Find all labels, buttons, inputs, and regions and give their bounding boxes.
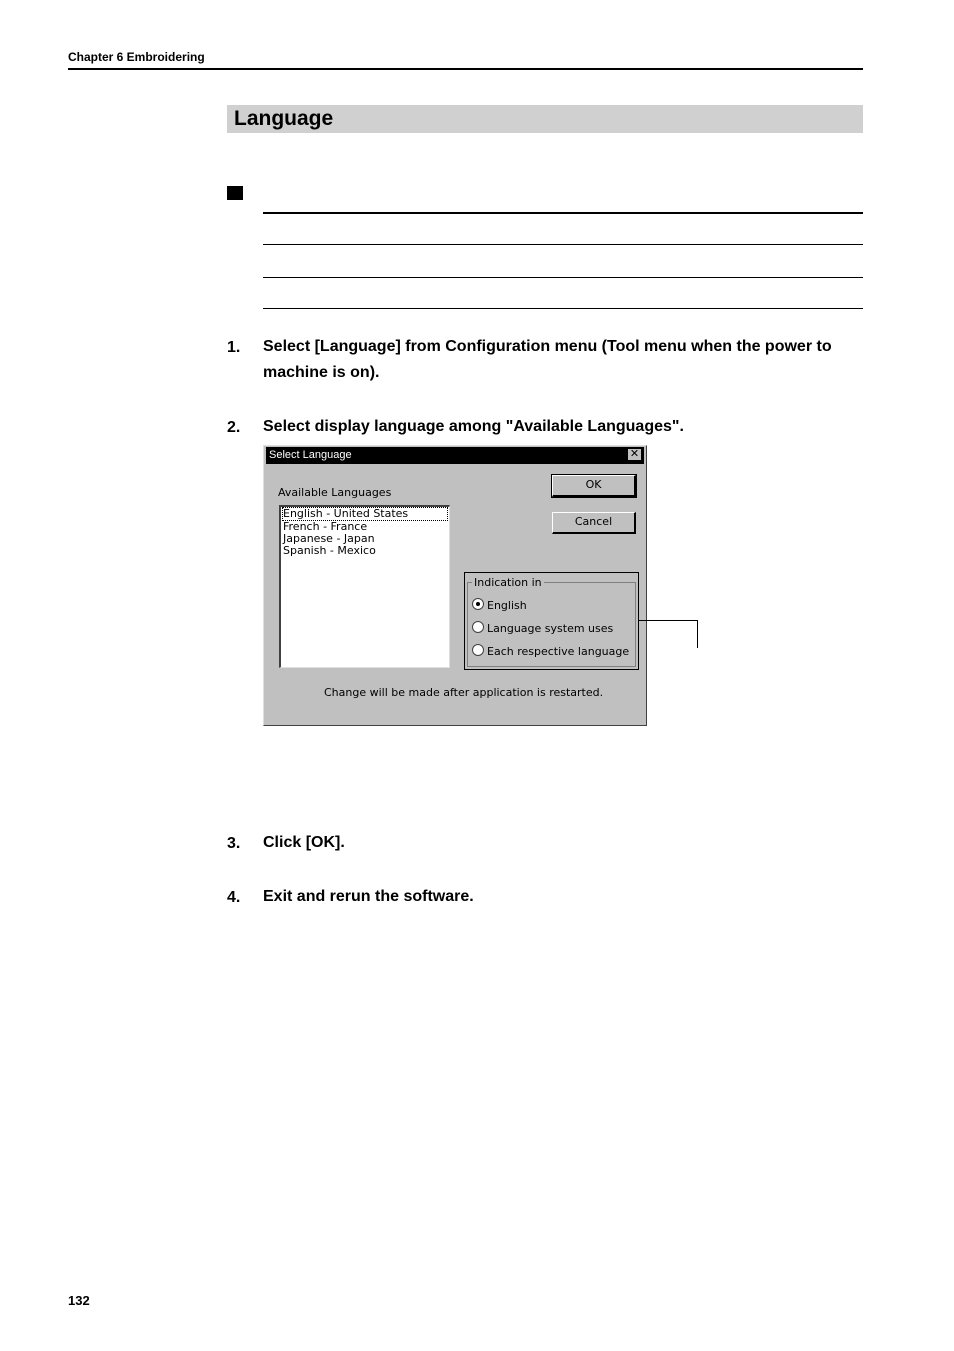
restart-notice: Change will be made after application is restarted.	[324, 686, 604, 699]
radio-label: Language system uses	[487, 622, 614, 635]
table-rule-top	[263, 212, 863, 214]
table-rule	[263, 277, 863, 278]
radio-icon[interactable]	[472, 644, 484, 656]
section-title: Language	[234, 107, 334, 130]
radio-system-language[interactable]	[472, 621, 613, 635]
callout-line	[697, 620, 698, 648]
available-languages-label: Available Languages	[278, 486, 392, 499]
list-item[interactable]: Spanish - Mexico	[283, 544, 376, 557]
indication-groupbox	[464, 572, 639, 670]
table-rule	[263, 244, 863, 245]
list-item[interactable]: English - United States	[283, 508, 447, 520]
step-text: Click [OK].	[263, 834, 345, 851]
radio-label: Each respective language	[487, 645, 630, 658]
radio-icon[interactable]	[472, 621, 484, 633]
radio-each-language[interactable]	[472, 644, 629, 658]
step-number: 4.	[227, 889, 241, 906]
dialog-titlebar	[266, 447, 644, 464]
step-text: Select display language among "Available Languages".	[263, 418, 684, 435]
table-rule-bottom	[263, 308, 863, 309]
languages-listbox[interactable]	[279, 505, 450, 668]
select-language-dialog	[263, 445, 647, 726]
square-bullet-icon	[227, 186, 243, 200]
chapter-header: Chapter 6 Embroidering	[68, 50, 205, 64]
radio-label: English	[487, 599, 527, 612]
step-number: 3.	[227, 835, 241, 852]
cancel-button[interactable]: Cancel	[552, 512, 636, 534]
radio-selected-icon[interactable]	[472, 598, 484, 610]
dialog-title: Select Language	[269, 449, 352, 461]
step-number: 2.	[227, 419, 241, 436]
page-number: 132	[68, 1293, 90, 1308]
list-item[interactable]: French - France	[283, 520, 368, 533]
close-icon[interactable]: ✕	[627, 448, 642, 461]
callout-line	[638, 620, 698, 621]
step-text: Select [Language] from Configuration menu (Tool menu when the power to machine is on).	[263, 338, 832, 381]
step-text: Exit and rerun the software.	[263, 888, 474, 905]
header-rule	[68, 68, 863, 70]
step-number: 1.	[227, 339, 241, 356]
list-item[interactable]: Japanese - Japan	[283, 532, 375, 545]
indication-label: Indication in	[474, 576, 542, 589]
ok-button[interactable]: OK	[552, 475, 636, 497]
radio-english[interactable]	[472, 598, 527, 612]
